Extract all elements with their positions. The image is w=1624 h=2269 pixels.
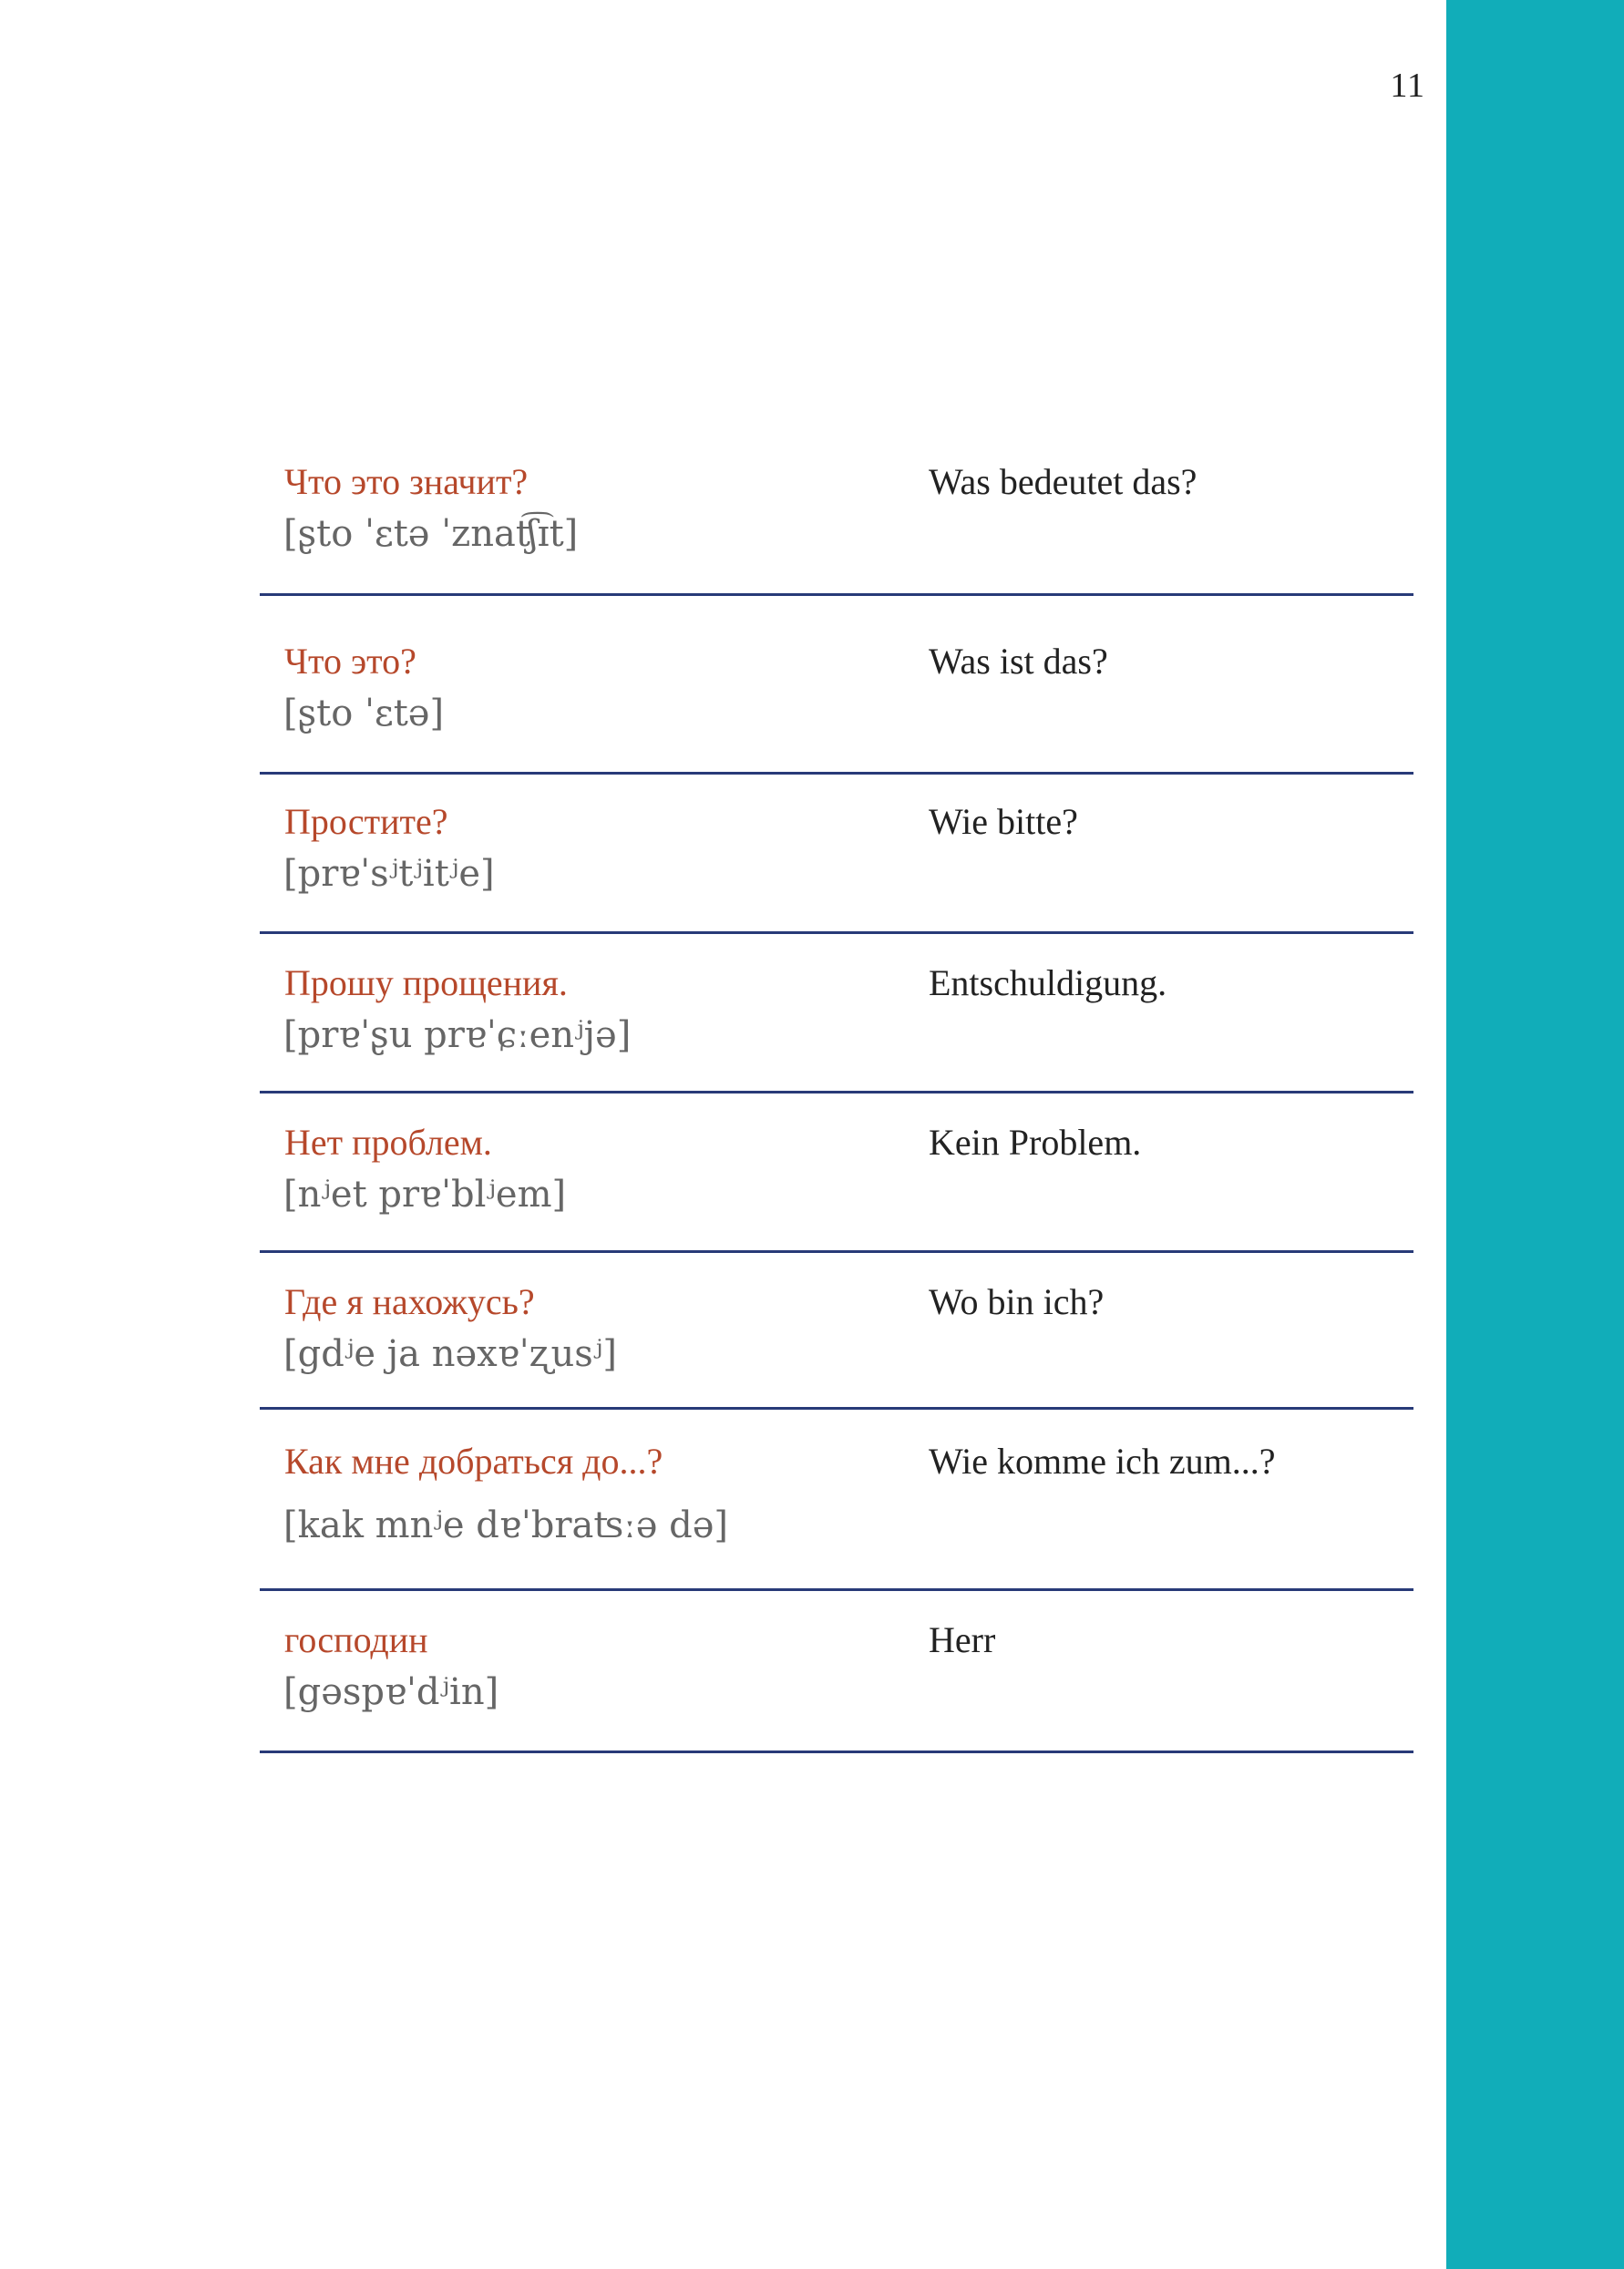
russian-phrase: Прошу прощения. xyxy=(284,962,568,1003)
phrase-transcription: [kak mnʲe dɐˈbraʦːə də] xyxy=(283,1504,728,1546)
phrase-table xyxy=(260,460,1413,1753)
side-color-band xyxy=(1446,0,1624,2269)
phrase-row xyxy=(260,1093,1413,1253)
russian-phrase: Что это? xyxy=(284,641,416,682)
russian-phrase: Нет проблем. xyxy=(284,1122,492,1163)
german-translation: Was ist das? xyxy=(929,641,1108,682)
german-translation: Herr xyxy=(929,1619,996,1660)
phrase-row xyxy=(260,934,1413,1093)
phrase-row xyxy=(260,1591,1413,1753)
phrase-transcription: [gdʲe ja nəxɐˈʐusʲ] xyxy=(283,1333,617,1375)
german-translation: Kein Problem. xyxy=(929,1122,1142,1163)
russian-phrase: Где я нахожусь? xyxy=(284,1281,535,1322)
german-translation: Wie bitte? xyxy=(929,801,1078,842)
german-translation: Wie komme ich zum...? xyxy=(929,1441,1276,1482)
russian-phrase: Как мне добраться до...? xyxy=(284,1441,663,1482)
russian-phrase: Что это значит? xyxy=(284,461,529,502)
phrase-transcription: [prɐˈsʲtʲitʲe] xyxy=(283,853,495,895)
page-number: 11 xyxy=(1390,67,1425,105)
phrase-row xyxy=(260,775,1413,934)
phrase-row xyxy=(260,460,1413,596)
german-translation: Entschuldigung. xyxy=(929,962,1167,1003)
phrase-row xyxy=(260,1253,1413,1410)
phrase-row xyxy=(260,596,1413,775)
russian-phrase: Простите? xyxy=(284,801,448,842)
phrase-transcription: [nʲet prɐˈblʲem] xyxy=(283,1174,567,1216)
phrase-transcription: [ʂto ˈɛtə ˈznaʧ͡ɪt] xyxy=(283,513,579,555)
phrase-transcription: [prɐˈʂu prɐˈɕːenʲjə] xyxy=(283,1014,632,1056)
phrase-transcription: [gəspɐˈdʲin] xyxy=(283,1671,499,1713)
russian-phrase: господин xyxy=(284,1619,428,1660)
german-translation: Wo bin ich? xyxy=(929,1281,1105,1322)
german-translation: Was bedeutet das? xyxy=(929,461,1197,502)
phrase-transcription: [ʂto ˈɛtə] xyxy=(283,693,445,734)
phrase-row xyxy=(260,1410,1413,1591)
